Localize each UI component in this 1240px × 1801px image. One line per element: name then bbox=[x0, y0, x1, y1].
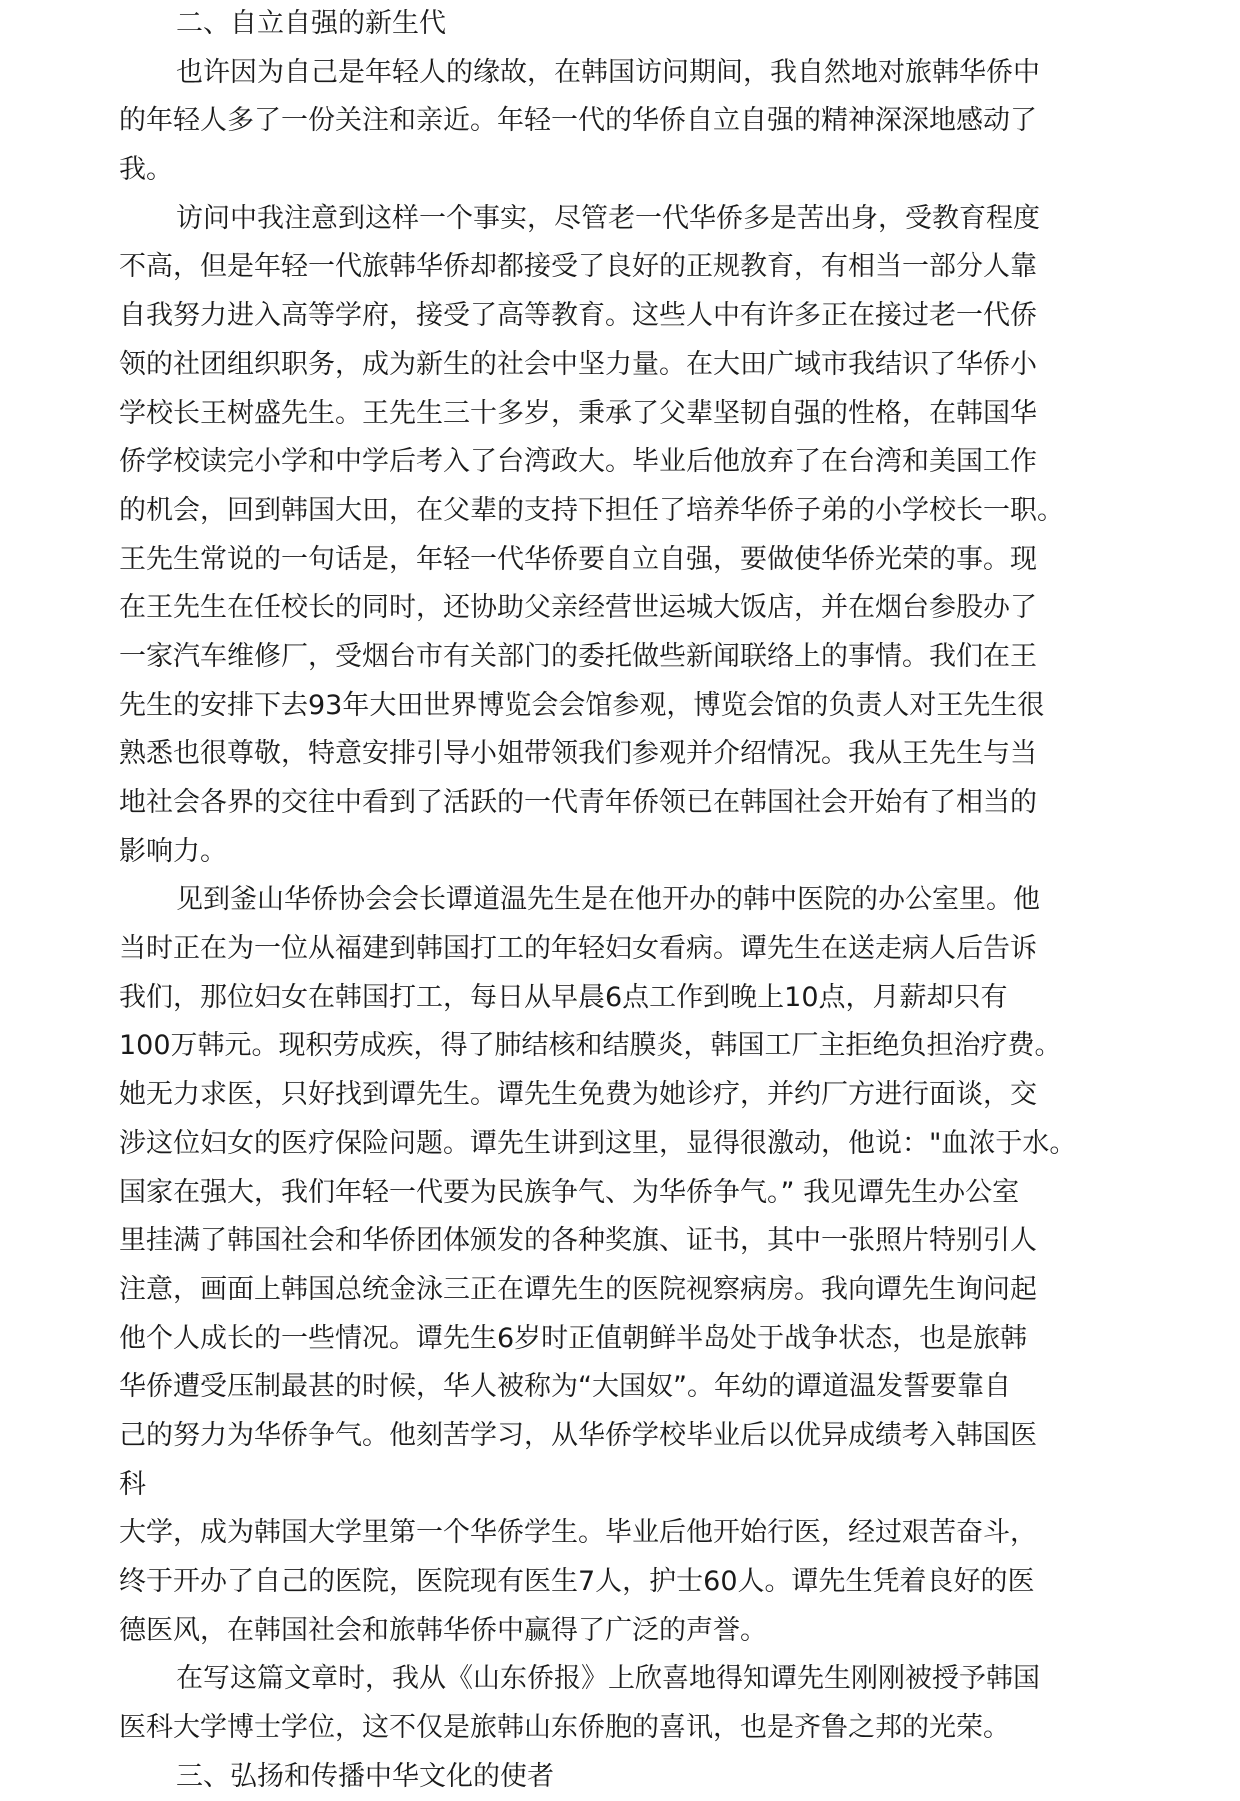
paragraph-line: 我。 bbox=[119, 154, 173, 186]
paragraph-line: 我们，那位妇女在韩国打工，每日从早晨6点工作到晚上10点，月薪却只有 bbox=[119, 981, 1008, 1013]
paragraph-line: 一家汽车维修厂，受烟台市有关部门的委托做些新闻联络上的事情。我们在王 bbox=[119, 640, 1037, 672]
paragraph-line: 不高，但是年轻一代旅韩华侨却都接受了良好的正规教育，有相当一部分人靠 bbox=[119, 251, 1037, 283]
paragraph-line: 注意，画面上韩国总统金泳三正在谭先生的医院视察病房。我向谭先生询问起 bbox=[119, 1273, 1037, 1305]
paragraph-line: 他个人成长的一些情况。谭先生6岁时正值朝鲜半岛处于战争状态，也是旅韩 bbox=[119, 1322, 1028, 1354]
paragraph-line: 影响力。 bbox=[119, 835, 227, 867]
paragraph-line: 大学，成为韩国大学里第一个华侨学生。毕业后他开始行医，经过艰苦奋斗， bbox=[119, 1517, 1037, 1549]
section-heading-2: 二、自立自强的新生代 bbox=[176, 8, 446, 39]
paragraph-line: 地社会各界的交往中看到了活跃的一代青年侨领已在韩国社会开始有了相当的 bbox=[119, 787, 1037, 818]
paragraph-line: 医科大学博士学位，这不仅是旅韩山东侨胞的喜讯，也是齐鲁之邦的光荣。 bbox=[119, 1712, 1010, 1744]
paragraph-line: 己的努力为华侨争气。他刻苦学习，从华侨学校毕业后以优异成绩考入韩国医 bbox=[119, 1419, 1037, 1451]
paragraph-line: 科 bbox=[119, 1468, 146, 1500]
paragraph-line: 学校长王树盛先生。王先生三十多岁，秉承了父辈坚韧自强的性格，在韩国华 bbox=[119, 397, 1037, 429]
paragraph-line: 自我努力进入高等学府，接受了高等教育。这些人中有许多正在接过老一代侨 bbox=[119, 300, 1037, 332]
paragraph-line: 在王先生在任校长的同时，还协助父亲经营世运城大饭店，并在烟台参股办了 bbox=[119, 592, 1037, 624]
paragraph-line: 终于开办了自己的医院，医院现有医生7人，护士60人。谭先生凭着良好的医 bbox=[119, 1566, 1035, 1597]
paragraph-line: 王先生常说的一句话是，年轻一代华侨要自立自强，要做使华侨光荣的事。现 bbox=[119, 543, 1037, 575]
paragraph-line: 100万韩元。现积劳成疾，得了肺结核和结膜炎，韩国工厂主拒绝负担治疗费。 bbox=[119, 1030, 1062, 1062]
paragraph-line: 熟悉也很尊敬，特意安排引导小姐带领我们参观并介绍情况。我从王先生与当 bbox=[119, 738, 1037, 770]
document-body bbox=[119, 0, 1129, 1801]
paragraph-line: 国家在强大，我们年轻一代要为民族争气、为华侨争气。” 我见谭先生办公室 bbox=[119, 1176, 1020, 1208]
paragraph-line: 领的社团组织职务，成为新生的社会中坚力量。在大田广域市我结识了华侨小 bbox=[119, 348, 1037, 380]
paragraph-line: 的年轻人多了一份关注和亲近。年轻一代的华侨自立自强的精神深深地感动了 bbox=[119, 105, 1037, 137]
paragraph-line: 华侨遭受压制最甚的时候，华人被称为“大国奴”。年幼的谭道温发誓要靠自 bbox=[119, 1371, 1011, 1403]
paragraph-line: 里挂满了韩国社会和华侨团体颁发的各种奖旗、证书，其中一张照片特别引人 bbox=[119, 1225, 1037, 1257]
paragraph-line: 先生的安排下去93年大田世界博览会会馆参观，博览会馆的负责人对王先生很 bbox=[119, 689, 1045, 721]
paragraph-line: 访问中我注意到这样一个事实，尽管老一代华侨多是苦出身，受教育程度 bbox=[176, 202, 1040, 234]
paragraph-line: 涉这位妇女的医疗保险问题。谭先生讲到这里，显得很激动，他说："血浓于水。 bbox=[119, 1127, 1077, 1159]
section-heading-3: 三、弘扬和传播中华文化的使者 bbox=[176, 1760, 554, 1792]
paragraph-line: 侨学校读完小学和中学后考入了台湾政大。毕业后他放弃了在台湾和美国工作 bbox=[119, 446, 1037, 478]
paragraph-line: 当时正在为一位从福建到韩国打工的年轻妇女看病。谭先生在送走病人后告诉 bbox=[119, 933, 1037, 965]
paragraph-line: 在写这篇文章时，我从《山东侨报》上欣喜地得知谭先生刚刚被授予韩国 bbox=[176, 1663, 1040, 1695]
paragraph-line: 她无力求医，只好找到谭先生。谭先生免费为她诊疗，并约厂方进行面谈，交 bbox=[119, 1079, 1037, 1111]
paragraph-line: 见到釜山华侨协会会长谭道温先生是在他开办的韩中医院的办公室里。他 bbox=[176, 884, 1040, 916]
paragraph-line: 德医风，在韩国社会和旅韩华侨中赢得了广泛的声誉。 bbox=[119, 1614, 767, 1646]
paragraph-line: 也许因为自己是年轻人的缘故，在韩国访问期间，我自然地对旅韩华侨中 bbox=[176, 56, 1040, 88]
paragraph-line: 的机会，回到韩国大田，在父辈的支持下担任了培养华侨子弟的小学校长一职。 bbox=[119, 494, 1064, 526]
